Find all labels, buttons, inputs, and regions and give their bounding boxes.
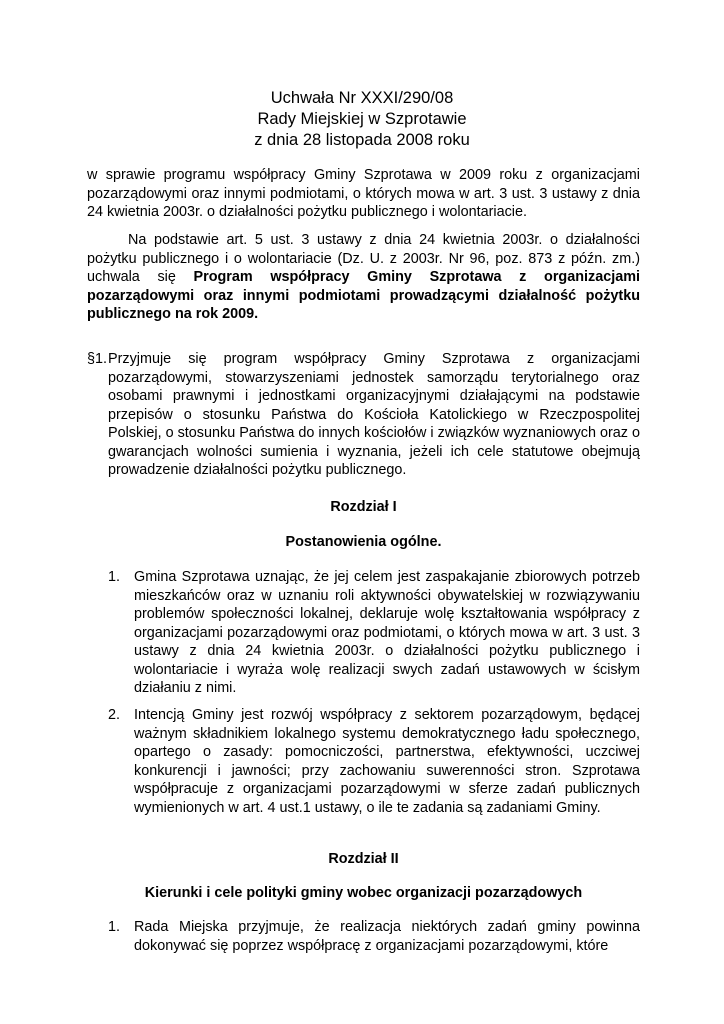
chapter-2-title: Rozdział II [328,851,399,867]
paragraph-1 [87,350,640,480]
list-item [108,918,640,955]
resolution-header [0,88,724,151]
list-item-text: Gmina Szprotawa uznając, że jej celem jest zaspakajanie zbiorowych potrzeb mieszkańców oraz w uznaniu roli aktywności obywatelskiej w rozwiązywaniu problemów społeczności lokalnej, deklaruje wolę kształtowania współpracy z organizacjami pozarządowymi oraz podmiotami, o których mowa w art. 3 ust. 3 ustawy z dnia 24 kwietnia 2003r. o działalności pożytku publicznego i wolontariacie i wyraża wolę realizacji swych zadań ustawowych w ścisłym działaniu z nimi. [134,569,640,696]
chapter-1-subtitle: Postanowienia ogólne. [285,534,442,550]
council-name: Rady Miejskiej w Szprotawie [257,110,467,128]
program-title: Program współpracy Gminy Szprotawa z organizacjami pozarządowymi oraz innymi podmiotami prowadzącymi działalność pożytku publicznego na rok 2009. [87,269,640,322]
legal-basis [87,231,640,324]
paragraph-1-label: §1. [87,351,108,367]
list-item [108,706,640,817]
list-item-number: 2. [108,707,121,723]
list-item-text: Intencją Gminy jest rozwój współpracy z sektorem pozarządowym, będącej ważnym składnikiem lokalnego systemu demokratycznego ładu społecznego, opartego o zasady: pomocniczości, partnerstwa, efektywności, uczciwej konkurencji i jawności; przy zachowaniu suwerenności stron. Szprotawa współpracuje z organizacjami pozarządowymi w sferze zadań publicznych wymienionych w art. 4 ust.1 ustawy, o ile te zadania są zadaniami Gminy. [134,707,640,816]
chapter-2-subtitle: Kierunki i cele polityki gminy wobec organizacji pozarządowych [144,885,583,901]
resolution-number: Uchwała Nr XXXI/290/08 [270,89,454,107]
list-item-text: Rada Miejska przyjmuje, że realizacja niektórych zadań gminy powinna dokonywać się poprzez współpracę z organizacjami pozarządowymi, które [134,919,640,954]
paragraph-1-text: Przyjmuje się program współpracy Gminy Szprotawa z organizacjami pozarządowymi, stowarzyszeniami jednostek samorządu terytorialnego oraz osobami prawnymi i jednostkami organizacyjnymi działającymi na podstawie przepisów o stosunku Państwa do Kościoła Katolickiego w Rzeczpospolitej Polskiej, o stosunku Państwa do innych kościołów i związków wyznaniowych oraz o gwarancjach wolności sumienia i wyznania, jeżeli ich cele statutowe obejmują prowadzenie działalności pożytku publicznego. [108,351,640,478]
resolution-date: z dnia 28 listopada 2008 roku [254,131,470,149]
legal-basis-text: Na podstawie art. 5 ust. 3 ustawy z dnia 24 kwietnia 2003r. o działalności pożytku publicznego i o wolontariacie (Dz. U. z 2003r. Nr 96, poz. 873 z późn. zm.) uchwala się [87,232,640,285]
resolution-subject: w sprawie programu współpracy Gminy Szprotawa w 2009 roku z organizacjami pozarządowymi oraz innymi podmiotami, o których mowa w art. 3 ust. 3 ustawy z dnia 24 kwietnia 2003r. o działalności pożytku publicznego i wolontariacie. [87,167,640,220]
chapter-1-title: Rozdział I [330,499,397,515]
list-item [108,568,640,698]
list-item-number: 1. [108,919,121,935]
list-item-number: 1. [108,569,121,585]
